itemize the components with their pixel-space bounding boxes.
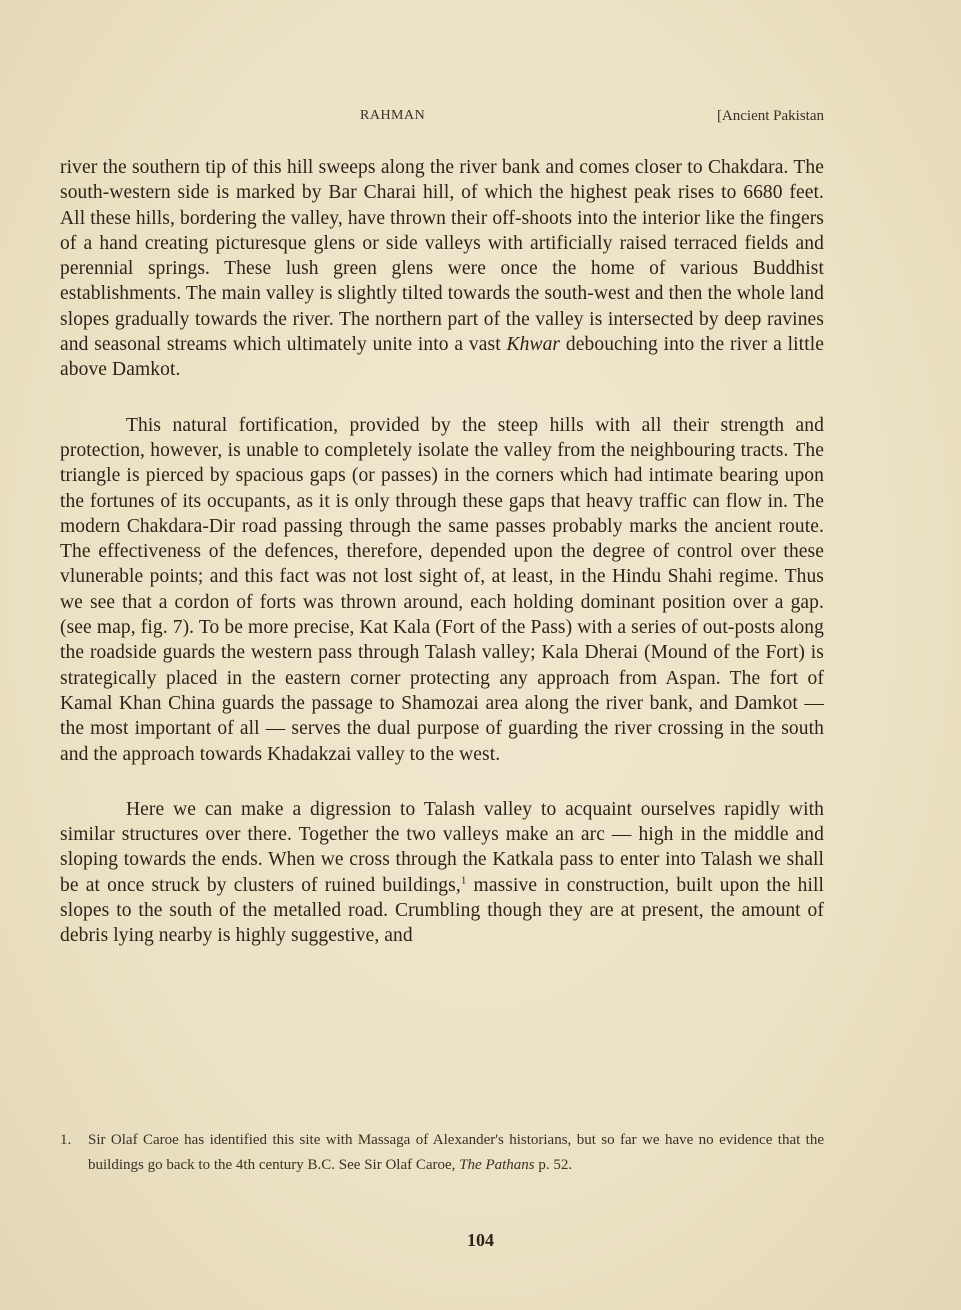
body-text bbox=[60, 155, 824, 949]
paragraph-3-text: Here we can make a digression to Talash valley to acquaint ourselves rapidly with similar structures over there. Together the two valleys make an arc — high in the middle and sloping towards the ends. When we cross through the Katkala pass to enter into Talash we shall be at once struck by clusters of ruined buildings, bbox=[60, 798, 824, 896]
journal-title: [Ancient Pakistan bbox=[716, 108, 824, 124]
running-head bbox=[60, 104, 824, 130]
footnote-italic: The Pathans bbox=[459, 1157, 535, 1173]
paragraph-3-after: massive in construction, built upon the hill slopes to the south of the metalled road. Crumbling though they are at present, the amount of debris lying nearby is highly suggestive, and bbox=[60, 874, 824, 947]
paragraph-1-text: river the southern tip of this hill sweeps along the river bank and comes closer to Chakdara. The south-western side is marked by Bar Charai hill, of which the highest peak rises to 6680 feet. All these hills, bordering the valley, have thrown their off-shoots into the interior like the fingers of a hand creating picturesque glens or side valleys with artificially raised terraced fields and perennial springs. These lush green glens were once the home of various Buddhist establishments. The main valley is slightly tilted towards the south-west and then the whole land slopes gradually towards the river. The northern part of the valley is intersected by deep ravines and seasonal streams which ultimately unite into a vast bbox=[60, 157, 824, 356]
footnotes bbox=[60, 1128, 824, 1178]
page-number: 104 bbox=[467, 1230, 494, 1250]
paragraph-1-italic: Khwar bbox=[506, 334, 561, 356]
paragraph-1-after: debouching into the river a little above Damkot. bbox=[60, 334, 824, 381]
paragraph-2: This natural fortification, provided by the steep hills with all their strength and protection, however, is unable to completely isolate the valley from the neighbouring tracts. The triangle is pierced by spacious gaps (or passes) in the corners which had intimate bearing upon the fortunes of its occupants, as it is only through these gaps that heavy traffic can flow in. The modern Chakdara-Dir road passing through the same passes probably marks the ancient route. The effectiveness of the defences, therefore, depended upon the degree of control over these vlunerable points; and this fact was not lost sight of, at least, in the Hindu Shahi regime. Thus we see that a cordon of forts was thrown around, each holding dominant position over a gap. (see map, fig. 7). To be more precise, Kat Kala (Fort of the Pass) with a series of out-posts along the roadside guards the western pass through Talash valley; Kala Dherai (Mound of the Fort) is strategically placed in the eastern corner protecting any approach from Aspan. The fort of Kamal Khan China guards the passage to Shamozai area along the river bank, and Damkot — the most important of all — serves the dual purpose of guarding the river crossing in the south and the approach towards Khadakzai valley to the west. bbox=[60, 414, 824, 765]
paragraph-3 bbox=[60, 797, 824, 949]
footnote-number: 1. bbox=[60, 1132, 72, 1148]
footnote-1 bbox=[60, 1128, 824, 1178]
footnote-reference: 1 bbox=[460, 874, 467, 887]
running-title: RAHMAN bbox=[360, 108, 426, 123]
footnote-text bbox=[88, 1128, 824, 1178]
footnote-after: p. 52. bbox=[534, 1157, 573, 1173]
footnote-body: Sir Olaf Caroe has identified this site with Massaga of Alexander's historians, but so far we have no evidence that the buildings go back to the 4th century B.C. See Sir Olaf Caroe, bbox=[88, 1132, 824, 1173]
paragraph-1 bbox=[60, 155, 824, 383]
